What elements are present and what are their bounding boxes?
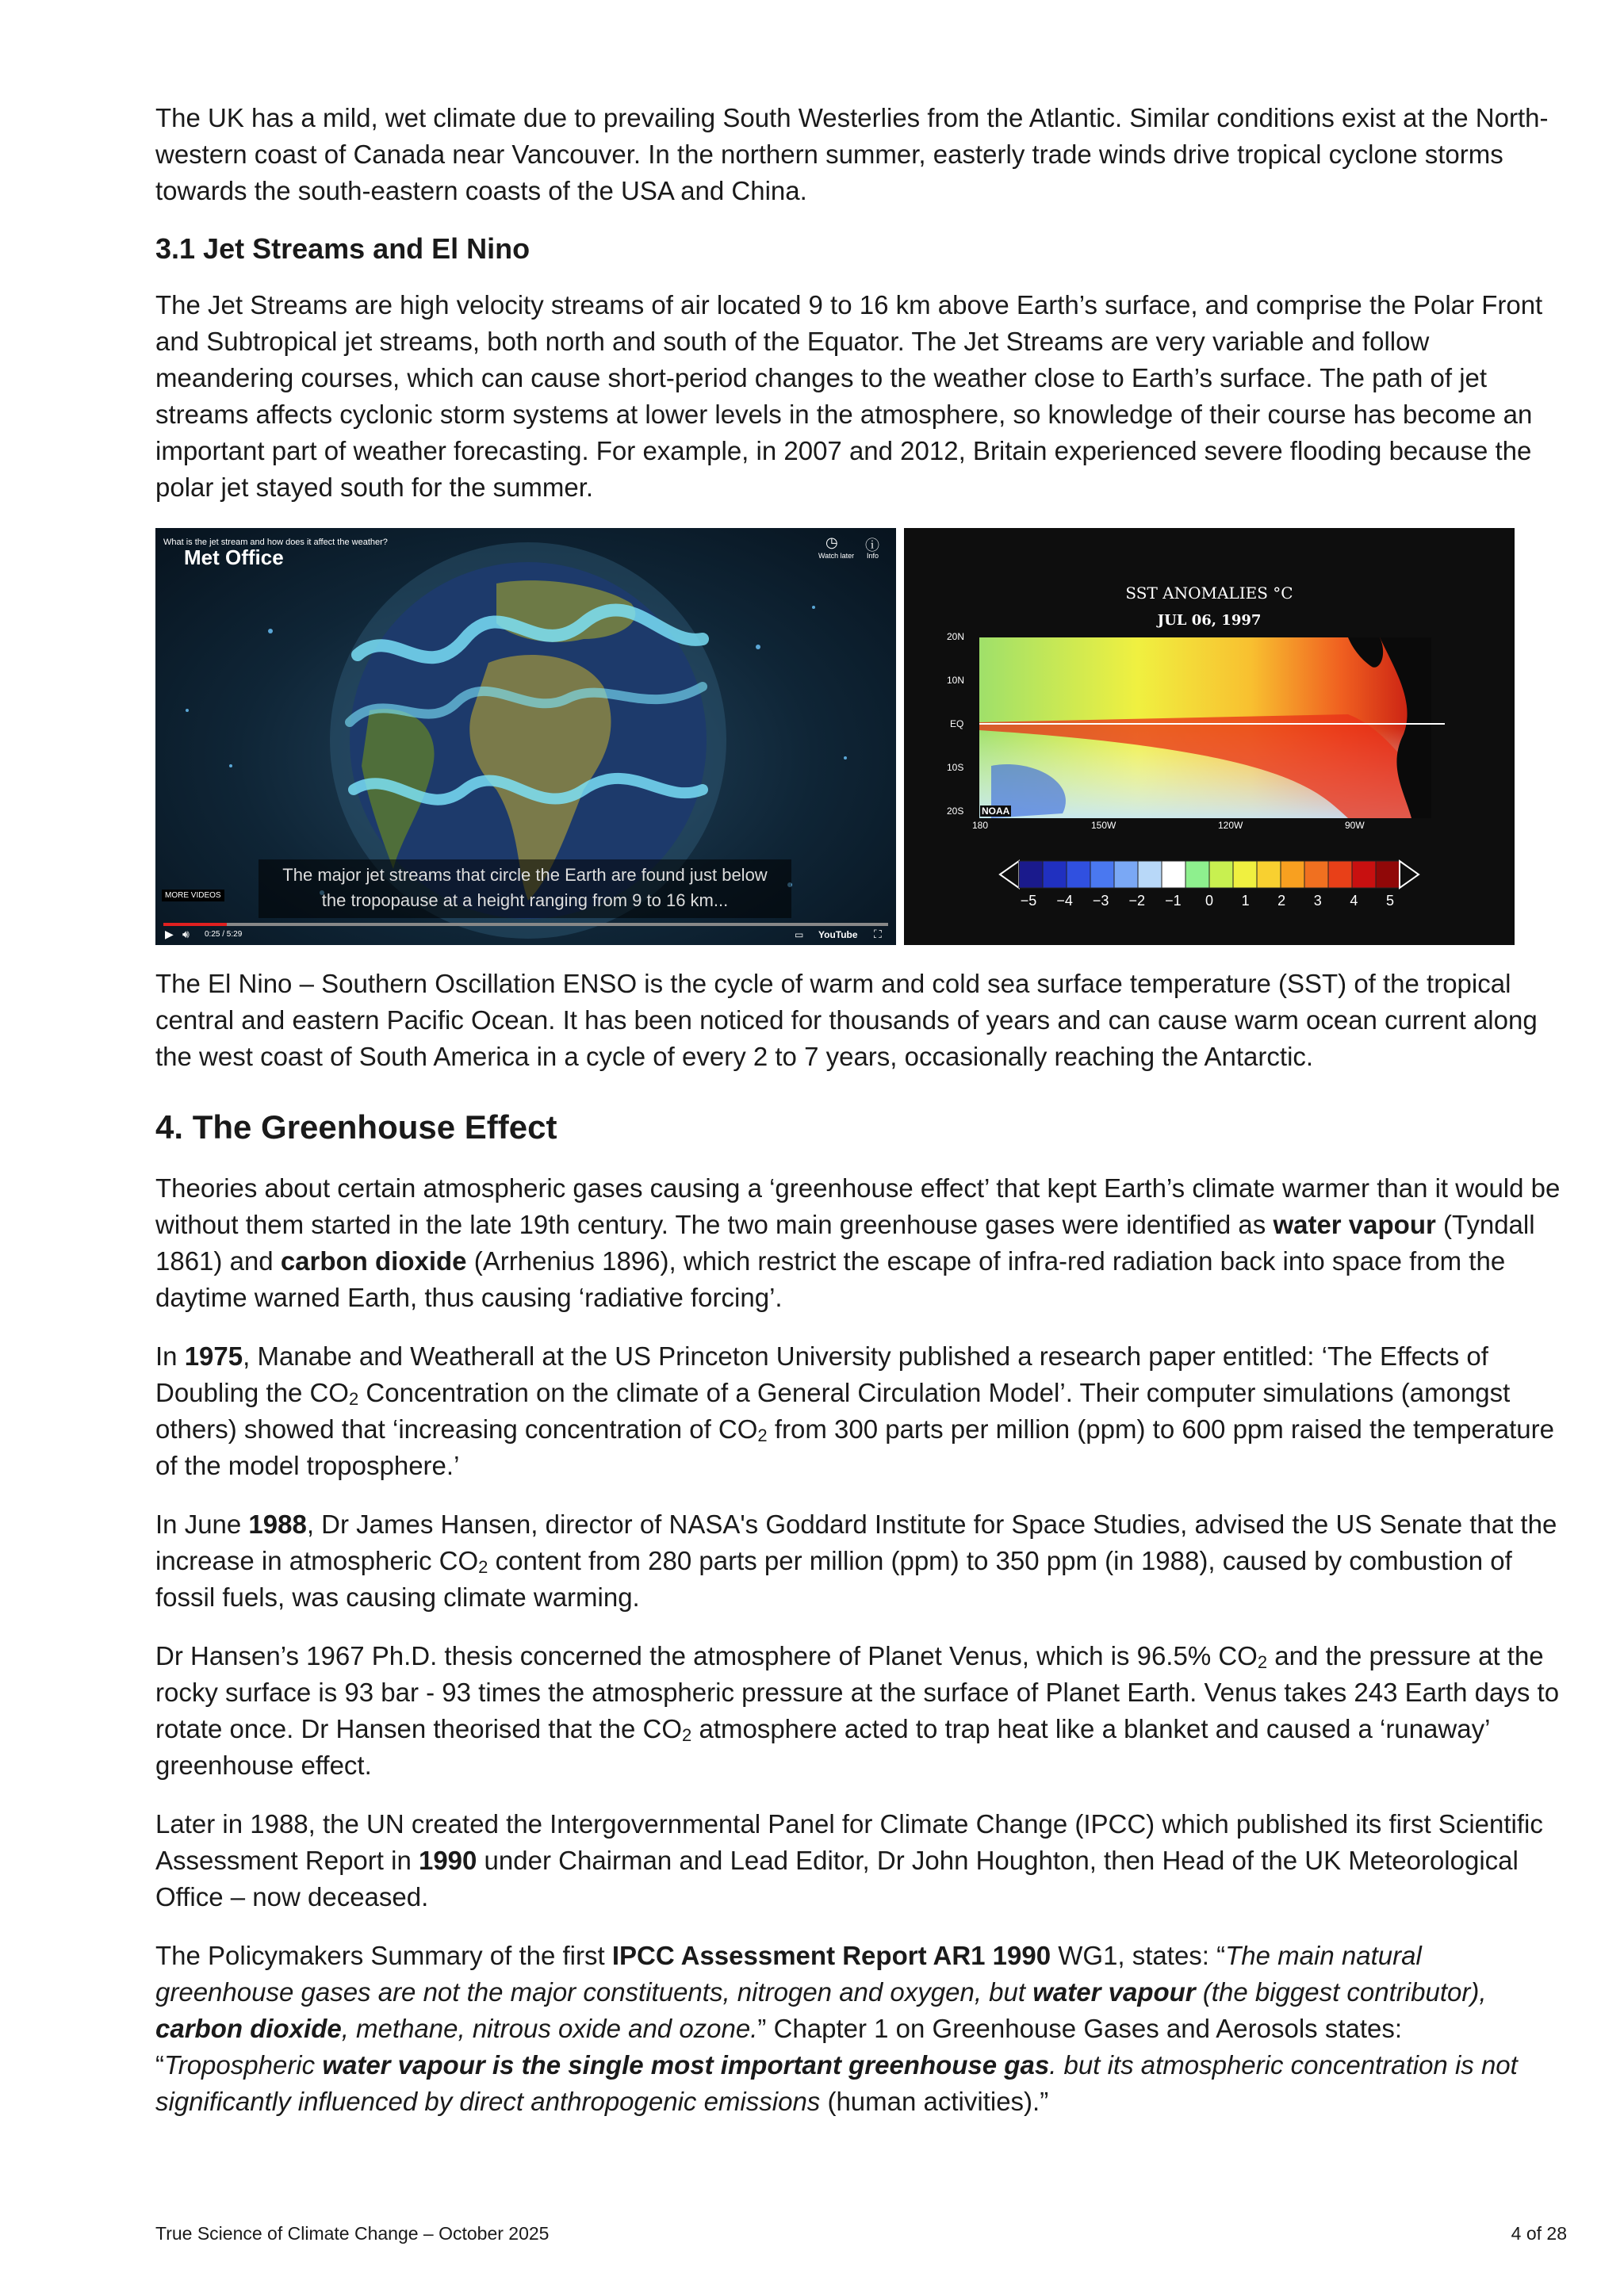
scale-label: 0 [1205,893,1213,909]
paragraph-jet-streams: The Jet Streams are high velocity streams of air located 9 to 16 km above Earth’s surface, and comprise the Polar Front and Subtropical jet streams, both north and south of the Equator. The Jet Streams are very variable and follow meandering courses, which can cause short-period changes to the weather close to Earth’s surface. The path of jet streams affects cyclonic storm systems at lower levels in the atmosphere, so knowledge of their course has become an important part of weather forecasting. For example, in 2007 and 2012, Britain experienced severe flooding because the polar jet stayed south for the summer. [155,290,1543,502]
video-title[interactable]: What is the jet stream and how does it affect the weather? [163,538,388,547]
paragraph-enso: The El Nino – Southern Oscillation ENSO is the cycle of warm and cold sea surface temperature (SST) of the tropical central and eastern Pacific Ocean. It has been noticed for thousands of years and can cause warm ocean current along the west coast of South America in a cycle of every 2 to 7 years, occasionally reaching the Antarctic. [155,969,1538,1071]
scale-swatch [1067,861,1090,888]
paragraph-1975: In 1975, Manabe and Weatherall at the US Princeton University published a research paper entitled: ‘The Effects of Doubling the $CO_2$ Concentration on the climate of a General Circulation Model’. Their computer simulations (amongst others) showed that ‘increasing concentration of $CO_2$ from 300 parts per million (ppm) to 600 ppm raised the temperature of the model troposphere.’ [155,1341,1554,1480]
sst-date: JUL 06, 1997 [1157,612,1262,629]
scale-label: 3 [1313,893,1322,909]
paragraph-theories: Theories about certain atmospheric gases causing a ‘greenhouse effect’ that kept Earth’s climate warmer than it would be without them started in the late 19th century. The two main greenhouse gases were identified as water vapour (Tyndall 1861) and carbon dioxide (Arrhenius 1896), which restrict the escape of infra-red radiation back into space from the daytime warned Earth, thus causing ‘radiative forcing’. [155,1173,1561,1312]
info-icon[interactable]: ⓘ [865,538,879,553]
scale-label: 2 [1277,893,1286,909]
caption-line-1: The major jet streams that circle the Earth are found just below [282,865,768,885]
youtube-logo[interactable]: YouTube [818,929,858,940]
scale-swatch [1281,861,1304,888]
jet-stream-video[interactable] [155,528,896,945]
watch-later-label: Watch later [818,552,855,560]
scale-swatch [1209,861,1233,888]
scale-label: 5 [1385,893,1394,909]
heading-greenhouse-effect: 4. The Greenhouse Effect [155,1108,557,1146]
lon-label-180: 180 [972,820,989,831]
noaa-credit: NOAA [982,806,1010,817]
scale-label: −2 [1128,893,1146,909]
paragraph-1988: In June 1988, Dr James Hansen, director of NASA's Goddard Institute for Space Studies, advised the US Senate that the increase in atmospheric $CO_2$ content from 280 parts per million (ppm) to 350 ppm (in 1988), caused by combustion of fossil fuels, was causing climate warming. [155,1510,1557,1612]
progress-bar-fill [163,923,227,926]
scale-swatch [1019,861,1043,888]
clock-icon[interactable]: ◷ [825,534,838,550]
scale-label: 4 [1350,893,1358,909]
paragraph-policymakers: The Policymakers Summary of the first IPCC Assessment Report AR1 1990 WG1, states: “The main natural greenhouse gases are not the major constituents, nitrogen and oxygen, but water vapour (the biggest contributor), carbon dioxide, methane, nitrous oxide and ozone.” Chapter 1 on Greenhouse Gases and Aerosols states: “Tropospheric water vapour is the single most important greenhouse gas. but its atmospheric concentration is not significantly influenced by direct anthropogenic emissions (human activities).” [155,1941,1518,2116]
lat-label-eq: EQ [950,718,964,729]
paragraph-uk-climate: The UK has a mild, wet climate due to prevailing South Westerlies from the Atlantic. Similar conditions exist at the North-western coast of Canada near Vancouver. In the northern summer, easterly trade winds drive tropical cyclone storms towards the south-eastern coasts of the USA and China. [155,103,1549,205]
scale-swatch [1257,861,1281,888]
info-label: Info [867,552,879,560]
lat-label-10n: 10N [947,675,965,686]
scale-swatch [1328,861,1352,888]
scale-swatch [1114,861,1138,888]
lon-label-90w: 90W [1345,820,1365,831]
play-icon[interactable]: ▶ [165,928,174,940]
sst-anomalies-figure [904,528,1515,945]
scale-swatch [1138,861,1162,888]
figure-row [155,528,1567,945]
lat-label-10s: 10S [947,762,964,773]
scale-label: −4 [1056,893,1073,909]
footer-title: True Science of Climate Change – October 2025 [155,2223,550,2244]
document-body [155,100,1567,2142]
scale-label: −3 [1092,893,1109,909]
video-caption [259,863,791,913]
scale-swatch [1233,861,1257,888]
lat-label-20s: 20S [947,806,964,817]
scale-swatch [1043,861,1067,888]
caption-line-2: the tropopause at a height ranging from 9 to 16 km... [321,890,729,910]
lat-label-20n: 20N [947,631,965,642]
video-time: 0:25 / 5:29 [205,930,243,939]
progress-bar-track [163,923,888,926]
scale-arrow-left [1000,861,1019,888]
fullscreen-icon[interactable]: ⛶ [874,928,882,940]
page-number: 4 of 28 [1511,2223,1567,2244]
scale-arrow-right [1400,861,1419,888]
scale-label: −5 [1020,893,1037,909]
scale-swatch [1162,861,1185,888]
paragraph-ipcc: Later in 1988, the UN created the Intergovernmental Panel for Climate Change (IPCC) which published its first Scientific Assessment Report in 1990 under Chairman and Lead Editor, Dr John Houghton, then Head of the UK Meteorological Office – now deceased. [155,1809,1543,1911]
color-scale-bar [1000,861,1419,888]
scale-swatch [1352,861,1376,888]
sst-title: SST ANOMALIES °C [1125,584,1293,603]
scale-label: −1 [1165,893,1182,909]
more-videos-button[interactable]: MORE VIDEOS [162,890,224,901]
heading-jet-streams: 3.1 Jet Streams and El Nino [155,232,530,265]
scale-swatch [1090,861,1114,888]
scale-swatch [1185,861,1209,888]
scale-swatch [1304,861,1328,888]
lon-label-120w: 120W [1218,820,1243,831]
paragraph-venus: Dr Hansen’s 1967 Ph.D. thesis concerned the atmosphere of Planet Venus, which is 96.5% $CO_2$ and the pressure at the rocky surface is 93 bar - 93 times the atmospheric pressure at the surface of Planet Earth. Venus takes 243 Earth days to rotate once. Dr Hansen theorised that the $CO_2$ atmosphere acted to trap heat like a blanket and caused a ‘runaway’ greenhouse effect. [155,1641,1560,1780]
met-office-logo: Met Office [184,545,284,569]
lon-label-150w: 150W [1091,820,1116,831]
page-footer [155,2223,1567,2244]
scale-label: 1 [1241,893,1250,909]
scale-swatch [1376,861,1400,888]
captions-icon[interactable]: ▭ [795,929,804,940]
volume-icon[interactable]: 🔊︎ [182,928,190,940]
